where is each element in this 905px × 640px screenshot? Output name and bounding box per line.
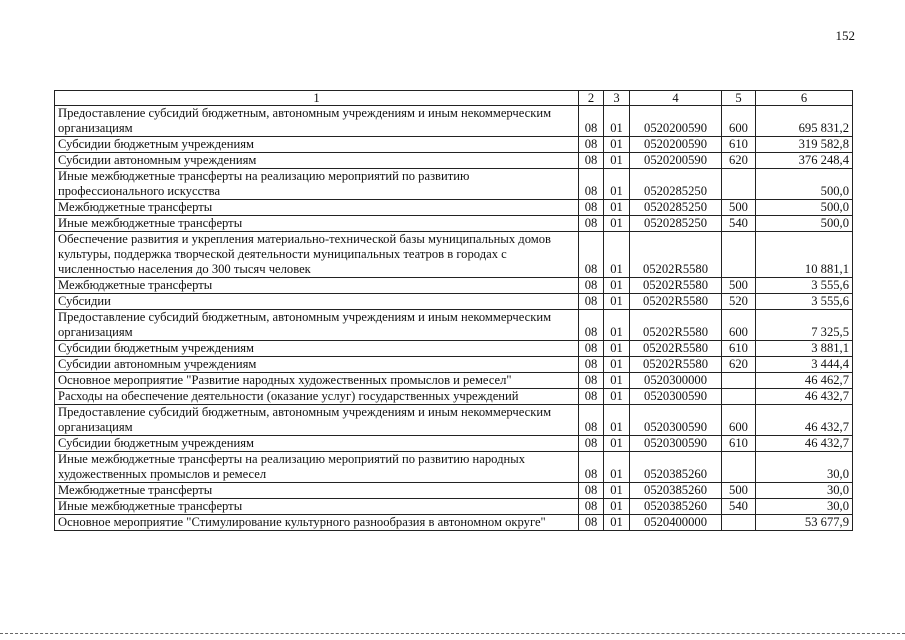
row-target-code: 05202R5580 <box>630 294 722 310</box>
row-subsection: 01 <box>604 310 630 341</box>
row-subsection: 01 <box>604 515 630 531</box>
row-amount: 46 462,7 <box>756 373 853 389</box>
row-target-code: 0520285250 <box>630 200 722 216</box>
table-row <box>55 373 853 389</box>
row-amount: 46 432,7 <box>756 436 853 452</box>
row-subsection: 01 <box>604 216 630 232</box>
row-subsection: 01 <box>604 389 630 405</box>
row-section: 08 <box>579 137 604 153</box>
row-name: Межбюджетные трансферты <box>55 483 579 499</box>
row-expense-type: 620 <box>722 357 756 373</box>
header-col-3: 3 <box>604 91 630 106</box>
row-section: 08 <box>579 499 604 515</box>
row-expense-type: 600 <box>722 405 756 436</box>
row-section: 08 <box>579 200 604 216</box>
row-amount: 53 677,9 <box>756 515 853 531</box>
table-row <box>55 153 853 169</box>
row-subsection: 01 <box>604 499 630 515</box>
row-section: 08 <box>579 232 604 278</box>
row-target-code: 05202R5580 <box>630 310 722 341</box>
row-subsection: 01 <box>604 373 630 389</box>
row-target-code: 0520285250 <box>630 169 722 200</box>
row-section: 08 <box>579 153 604 169</box>
row-section: 08 <box>579 405 604 436</box>
row-amount: 46 432,7 <box>756 405 853 436</box>
row-section: 08 <box>579 436 604 452</box>
row-expense-type <box>722 169 756 200</box>
row-expense-type: 540 <box>722 216 756 232</box>
row-section: 08 <box>579 389 604 405</box>
row-subsection: 01 <box>604 452 630 483</box>
row-subsection: 01 <box>604 200 630 216</box>
row-section: 08 <box>579 452 604 483</box>
table-row <box>55 294 853 310</box>
row-expense-type: 610 <box>722 137 756 153</box>
row-target-code: 0520285250 <box>630 216 722 232</box>
row-subsection: 01 <box>604 436 630 452</box>
row-amount: 695 831,2 <box>756 106 853 137</box>
row-subsection: 01 <box>604 232 630 278</box>
scan-edge-line <box>0 633 905 634</box>
row-amount: 3 555,6 <box>756 294 853 310</box>
row-section: 08 <box>579 373 604 389</box>
table-row <box>55 137 853 153</box>
row-target-code: 0520200590 <box>630 106 722 137</box>
row-target-code: 05202R5580 <box>630 341 722 357</box>
row-name: Иные межбюджетные трансферты <box>55 499 579 515</box>
table-row <box>55 232 853 278</box>
row-target-code: 05202R5580 <box>630 357 722 373</box>
row-section: 08 <box>579 106 604 137</box>
table-row <box>55 278 853 294</box>
row-expense-type: 600 <box>722 106 756 137</box>
header-col-6: 6 <box>756 91 853 106</box>
row-expense-type <box>722 389 756 405</box>
row-name: Предоставление субсидий бюджетным, автономным учреждениям и иным некоммерческим организациям <box>55 310 579 341</box>
table-row <box>55 483 853 499</box>
row-expense-type <box>722 452 756 483</box>
row-target-code: 0520385260 <box>630 452 722 483</box>
row-name: Основное мероприятие "Стимулирование культурного разнообразия в автономном округе" <box>55 515 579 531</box>
row-amount: 3 444,4 <box>756 357 853 373</box>
row-expense-type: 600 <box>722 310 756 341</box>
row-name: Обеспечение развития и укрепления материально-технической базы муниципальных домов культуры, поддержка творческой деятельности муниципальных театров в городах с численностью населения до 300 тысяч человек <box>55 232 579 278</box>
table-row <box>55 436 853 452</box>
row-amount: 500,0 <box>756 169 853 200</box>
table-row <box>55 357 853 373</box>
row-section: 08 <box>579 341 604 357</box>
row-section: 08 <box>579 310 604 341</box>
row-name: Межбюджетные трансферты <box>55 200 579 216</box>
row-target-code: 0520300590 <box>630 436 722 452</box>
table-row <box>55 405 853 436</box>
row-subsection: 01 <box>604 169 630 200</box>
row-amount: 46 432,7 <box>756 389 853 405</box>
row-expense-type: 620 <box>722 153 756 169</box>
table-row <box>55 200 853 216</box>
row-target-code: 0520300000 <box>630 373 722 389</box>
page-number: 152 <box>835 28 855 43</box>
header-col-2: 2 <box>579 91 604 106</box>
row-expense-type <box>722 373 756 389</box>
row-section: 08 <box>579 278 604 294</box>
row-target-code: 0520300590 <box>630 405 722 436</box>
row-target-code: 0520300590 <box>630 389 722 405</box>
table-row <box>55 169 853 200</box>
row-amount: 3 555,6 <box>756 278 853 294</box>
row-expense-type: 540 <box>722 499 756 515</box>
row-section: 08 <box>579 357 604 373</box>
row-subsection: 01 <box>604 341 630 357</box>
row-name: Субсидии <box>55 294 579 310</box>
row-amount: 500,0 <box>756 200 853 216</box>
row-expense-type <box>722 232 756 278</box>
row-name: Расходы на обеспечение деятельности (оказание услуг) государственных учреждений <box>55 389 579 405</box>
row-amount: 319 582,8 <box>756 137 853 153</box>
header-col-5: 5 <box>722 91 756 106</box>
row-subsection: 01 <box>604 294 630 310</box>
header-col-1: 1 <box>55 91 579 106</box>
row-section: 08 <box>579 483 604 499</box>
row-expense-type: 610 <box>722 341 756 357</box>
row-target-code: 0520200590 <box>630 153 722 169</box>
header-col-4: 4 <box>630 91 722 106</box>
row-amount: 3 881,1 <box>756 341 853 357</box>
row-amount: 7 325,5 <box>756 310 853 341</box>
row-expense-type: 610 <box>722 436 756 452</box>
row-name: Иные межбюджетные трансферты на реализацию мероприятий по развитию народных художественных промыслов и ремесел <box>55 452 579 483</box>
row-name: Субсидии автономным учреждениям <box>55 357 579 373</box>
row-subsection: 01 <box>604 483 630 499</box>
table-row <box>55 310 853 341</box>
row-section: 08 <box>579 294 604 310</box>
table-row <box>55 106 853 137</box>
row-expense-type: 500 <box>722 278 756 294</box>
header-row <box>55 91 853 106</box>
row-target-code: 0520200590 <box>630 137 722 153</box>
row-name: Субсидии автономным учреждениям <box>55 153 579 169</box>
row-subsection: 01 <box>604 278 630 294</box>
table-row <box>55 341 853 357</box>
row-name: Иные межбюджетные трансферты на реализацию мероприятий по развитию профессионального искусства <box>55 169 579 200</box>
row-expense-type: 520 <box>722 294 756 310</box>
row-target-code: 0520385260 <box>630 483 722 499</box>
row-amount: 10 881,1 <box>756 232 853 278</box>
row-amount: 30,0 <box>756 499 853 515</box>
row-amount: 30,0 <box>756 483 853 499</box>
row-target-code: 0520400000 <box>630 515 722 531</box>
row-amount: 500,0 <box>756 216 853 232</box>
row-name: Межбюджетные трансферты <box>55 278 579 294</box>
row-amount: 376 248,4 <box>756 153 853 169</box>
row-name: Субсидии бюджетным учреждениям <box>55 436 579 452</box>
table-row <box>55 452 853 483</box>
row-name: Субсидии бюджетным учреждениям <box>55 137 579 153</box>
row-name: Основное мероприятие "Развитие народных художественных промыслов и ремесел" <box>55 373 579 389</box>
row-name: Субсидии бюджетным учреждениям <box>55 341 579 357</box>
row-section: 08 <box>579 169 604 200</box>
row-section: 08 <box>579 216 604 232</box>
table-row <box>55 389 853 405</box>
row-subsection: 01 <box>604 357 630 373</box>
row-target-code: 05202R5580 <box>630 232 722 278</box>
row-subsection: 01 <box>604 106 630 137</box>
table-row <box>55 499 853 515</box>
row-subsection: 01 <box>604 153 630 169</box>
budget-table <box>54 90 853 531</box>
row-name: Предоставление субсидий бюджетным, автономным учреждениям и иным некоммерческим организациям <box>55 106 579 137</box>
row-expense-type: 500 <box>722 200 756 216</box>
row-name: Иные межбюджетные трансферты <box>55 216 579 232</box>
row-section: 08 <box>579 515 604 531</box>
table-row <box>55 515 853 531</box>
row-target-code: 0520385260 <box>630 499 722 515</box>
row-subsection: 01 <box>604 405 630 436</box>
row-expense-type: 500 <box>722 483 756 499</box>
row-expense-type <box>722 515 756 531</box>
row-amount: 30,0 <box>756 452 853 483</box>
row-name: Предоставление субсидий бюджетным, автономным учреждениям и иным некоммерческим организациям <box>55 405 579 436</box>
row-subsection: 01 <box>604 137 630 153</box>
table-row <box>55 216 853 232</box>
row-target-code: 05202R5580 <box>630 278 722 294</box>
